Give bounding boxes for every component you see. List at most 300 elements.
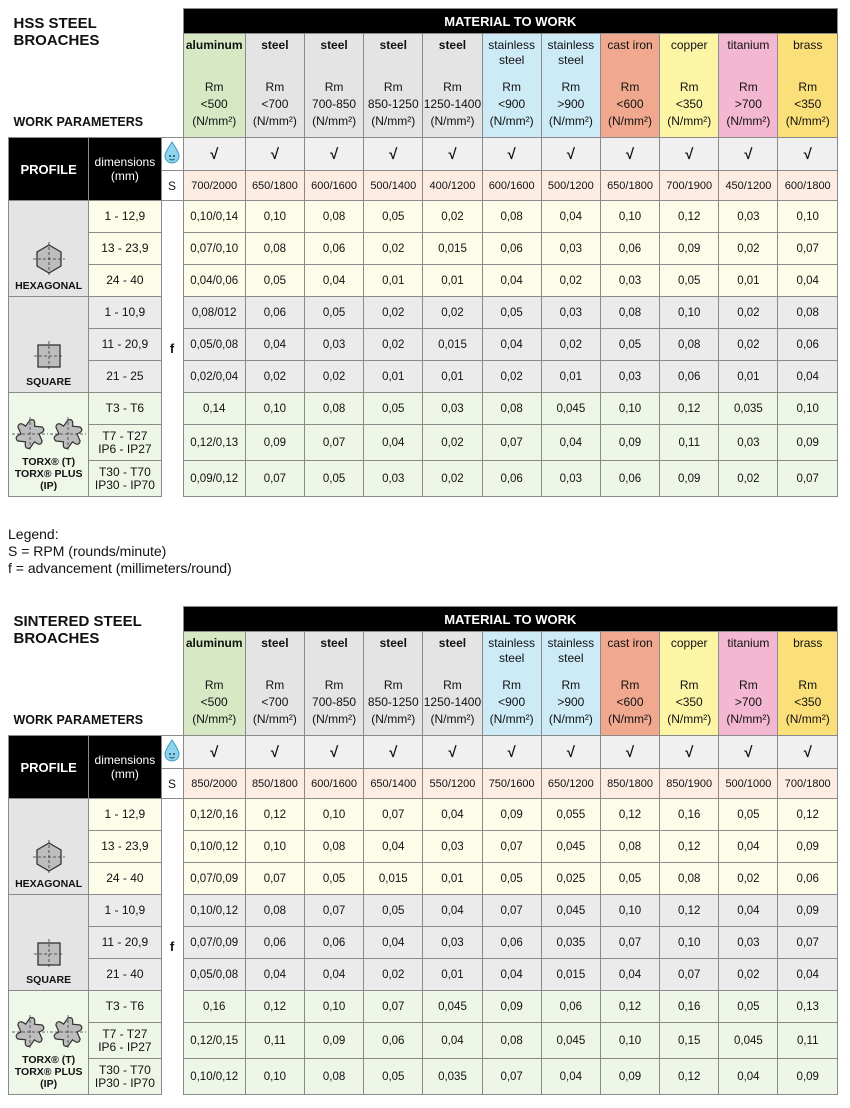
material-column-header (482, 632, 541, 736)
rm-value: <600 (616, 695, 644, 709)
rm-label: Rm (443, 678, 462, 692)
dimension-range (89, 799, 161, 831)
feed-value: 0,08 (245, 895, 304, 927)
feed-value: 0,04 (600, 959, 659, 991)
feed-value: 0,12 (660, 201, 719, 233)
feed-value: 0,03 (423, 831, 482, 863)
speed-value: 400/1200 (423, 171, 482, 201)
feed-value: 0,02 (719, 233, 778, 265)
material-column-header (245, 34, 304, 138)
f-label: f (161, 799, 183, 1095)
profile-square-label: SQUARE (26, 974, 72, 986)
feed-value: 0,04 (364, 927, 423, 959)
coolant-cell (161, 138, 183, 171)
feed-value: 0,06 (245, 297, 304, 329)
feed-value: 0,015 (541, 959, 600, 991)
feed-value: 0,08 (245, 233, 304, 265)
feed-value: 0,12 (660, 895, 719, 927)
dimension-range (89, 1059, 161, 1095)
coolant-check: √ (183, 138, 245, 171)
speed-value: 650/1400 (364, 769, 423, 799)
material-to-work-header: MATERIAL TO WORK (183, 607, 837, 632)
material-name: titanium (727, 636, 770, 650)
feed-value: 0,01 (423, 361, 482, 393)
feed-value: 0,10 (600, 895, 659, 927)
speed-value: 600/1600 (482, 171, 541, 201)
feed-value: 0,01 (364, 265, 423, 297)
speed-value: 600/1600 (304, 171, 363, 201)
speed-value: 500/1200 (541, 171, 600, 201)
speed-value: 700/2000 (183, 171, 245, 201)
material-name: aluminum (185, 38, 243, 52)
feed-value: 0,16 (660, 991, 719, 1023)
feed-value: 0,02 (719, 959, 778, 991)
rm-unit: (N/mm²) (726, 114, 771, 128)
feed-value: 0,04 (719, 1059, 778, 1095)
feed-value: 0,03 (719, 425, 778, 461)
table-title-line1: HSS STEEL (13, 14, 97, 32)
feed-value: 0,02 (364, 329, 423, 361)
feed-value: 0,04 (304, 959, 363, 991)
feed-value: 0,09 (778, 425, 838, 461)
feed-value: 0,015 (364, 863, 423, 895)
speed-value: 650/1800 (600, 171, 659, 201)
rm-unit: (N/mm²) (489, 114, 534, 128)
coolant-check: √ (719, 736, 778, 769)
dimensions-label: dimensions (94, 155, 156, 169)
dimensions-unit: (mm) (110, 169, 139, 183)
feed-value: 0,06 (304, 927, 363, 959)
rm-value: >900 (557, 97, 585, 111)
material-column-header (778, 632, 838, 736)
feed-value: 0,045 (719, 1023, 778, 1059)
feed-value: 0,08 (304, 201, 363, 233)
feed-value: 0,05/0,08 (183, 329, 245, 361)
feed-value: 0,16 (660, 799, 719, 831)
feed-value: 0,045 (541, 1023, 600, 1059)
feed-value: 0,01 (364, 361, 423, 393)
feed-value: 0,12 (245, 799, 304, 831)
speed-value: 500/1000 (719, 769, 778, 799)
rm-label: Rm (561, 678, 581, 692)
feed-value: 0,09 (245, 425, 304, 461)
hexagon-profile-icon (32, 840, 66, 874)
feed-value: 0,02 (719, 329, 778, 361)
feed-value: 0,07 (482, 1059, 541, 1095)
s-label: S (161, 769, 183, 799)
feed-value: 0,02 (541, 329, 600, 361)
rm-label: Rm (561, 80, 581, 94)
profile-square-label: SQUARE (26, 376, 72, 388)
feed-value: 0,14 (183, 393, 245, 425)
profile-torx-label-2: TORX® PLUS (IP) (14, 1066, 83, 1090)
profile-torx-label-1: TORX® (T) (22, 456, 76, 468)
material-column-header (423, 632, 482, 736)
feed-value: 0,15 (660, 1023, 719, 1059)
speed-value: 850/2000 (183, 769, 245, 799)
rm-label: Rm (620, 678, 640, 692)
profile-hexagonal-label: HEXAGONAL (15, 878, 83, 890)
feed-value: 0,05 (719, 799, 778, 831)
dimension-range (89, 297, 161, 329)
s-label: S (161, 171, 183, 201)
feed-value: 0,10 (660, 927, 719, 959)
rm-label: Rm (739, 80, 758, 94)
feed-value: 0,04 (245, 329, 304, 361)
dimension-text: 21 - 40 (106, 967, 144, 981)
feed-value: 0,08 (600, 297, 659, 329)
f-label: f (161, 201, 183, 497)
profile-square (9, 895, 89, 991)
feed-value: 0,07/0,09 (183, 863, 245, 895)
work-parameters-label: WORK PARAMETERS (13, 115, 144, 129)
material-column-header (660, 632, 719, 736)
rm-label: Rm (324, 678, 344, 692)
dimension-text: 11 - 20,9 (101, 337, 149, 351)
feed-value: 0,03 (719, 201, 778, 233)
coolant-check: √ (245, 138, 304, 171)
feed-value: 0,16 (183, 991, 245, 1023)
rm-value: <350 (675, 97, 703, 111)
feed-value: 0,10 (245, 1059, 304, 1095)
coolant-check: √ (364, 736, 423, 769)
feed-value: 0,03 (600, 265, 659, 297)
feed-value: 0,04 (423, 799, 482, 831)
coolant-check: √ (719, 138, 778, 171)
dimension-text: 1 - 12,9 (104, 807, 146, 821)
feed-value: 0,03 (719, 927, 778, 959)
rm-unit: (N/mm²) (371, 114, 416, 128)
profile-header: PROFILE (9, 138, 89, 201)
hss-steel-table (8, 8, 838, 497)
coolant-check: √ (541, 736, 600, 769)
feed-value: 0,05 (245, 265, 304, 297)
dimension-range (89, 201, 161, 233)
feed-value: 0,04 (778, 361, 838, 393)
material-column-header (482, 34, 541, 138)
feed-value: 0,04 (541, 425, 600, 461)
square-profile-icon (33, 938, 65, 970)
feed-value: 0,04 (245, 959, 304, 991)
speed-value: 600/1800 (778, 171, 838, 201)
feed-value: 0,03 (600, 361, 659, 393)
feed-value: 0,10/0,12 (183, 895, 245, 927)
feed-value: 0,08 (304, 831, 363, 863)
rm-unit: (N/mm²) (430, 114, 475, 128)
rm-unit: (N/mm²) (548, 712, 593, 726)
feed-value: 0,10 (245, 201, 304, 233)
dimension-text: T3 - T6 (105, 999, 145, 1013)
dimension-range (89, 863, 161, 895)
feed-value: 0,06 (778, 329, 838, 361)
feed-value: 0,05 (364, 201, 423, 233)
rm-unit: (N/mm²) (371, 712, 416, 726)
feed-value: 0,01 (719, 361, 778, 393)
feed-value: 0,05 (364, 895, 423, 927)
material-name: copper (670, 38, 708, 52)
rm-unit: (N/mm²) (192, 712, 237, 726)
feed-value: 0,13 (778, 991, 838, 1023)
feed-value: 0,04 (423, 895, 482, 927)
dimension-text: 11 - 20,9 (101, 935, 149, 949)
rm-unit: (N/mm²) (726, 712, 771, 726)
feed-value: 0,09/0,12 (183, 461, 245, 497)
dimension-range (89, 959, 161, 991)
dimension-text: IP30 - IP70 (94, 1075, 155, 1090)
rm-unit: (N/mm²) (548, 114, 593, 128)
coolant-check: √ (364, 138, 423, 171)
feed-value: 0,06 (245, 927, 304, 959)
coolant-cell (161, 736, 183, 769)
rm-value: <350 (675, 695, 703, 709)
rm-value: 850-1250 (367, 97, 419, 111)
feed-value: 0,11 (245, 1023, 304, 1059)
feed-value: 0,06 (304, 233, 363, 265)
rm-unit: (N/mm²) (608, 114, 652, 128)
material-name: steel (320, 38, 348, 52)
square-profile-icon (33, 340, 65, 372)
rm-label: Rm (620, 80, 640, 94)
material-column-header (183, 34, 245, 138)
speed-value: 500/1400 (364, 171, 423, 201)
feed-value: 0,06 (541, 991, 600, 1023)
dimension-range (89, 425, 161, 461)
material-name: steel (438, 636, 467, 650)
rm-value: 850-1250 (367, 695, 419, 709)
feed-value: 0,03 (423, 927, 482, 959)
coolant-check: √ (482, 736, 541, 769)
rm-label: Rm (324, 80, 344, 94)
feed-value: 0,01 (423, 959, 482, 991)
feed-value: 0,07 (245, 461, 304, 497)
rm-unit: (N/mm²) (312, 712, 357, 726)
speed-value: 700/1800 (778, 769, 838, 799)
feed-value: 0,12 (600, 991, 659, 1023)
feed-value: 0,02 (304, 361, 363, 393)
torx-profile-icon (12, 416, 86, 452)
feed-value: 0,06 (364, 1023, 423, 1059)
feed-value: 0,09 (778, 831, 838, 863)
work-parameters-label: WORK PARAMETERS (13, 713, 144, 727)
feed-value: 0,09 (482, 799, 541, 831)
feed-value: 0,025 (541, 863, 600, 895)
rm-label: Rm (502, 80, 521, 94)
material-column-header (541, 34, 600, 138)
dimension-range (89, 1023, 161, 1059)
dimension-range (89, 329, 161, 361)
profile-torx (9, 991, 89, 1095)
material-column-header (541, 632, 600, 736)
speed-value: 550/1200 (423, 769, 482, 799)
legend (8, 526, 232, 577)
feed-value: 0,03 (423, 393, 482, 425)
coolant-check: √ (423, 138, 482, 171)
dimension-text: 1 - 10,9 (104, 305, 146, 319)
feed-value: 0,03 (541, 297, 600, 329)
feed-value: 0,09 (482, 991, 541, 1023)
feed-value: 0,045 (541, 831, 600, 863)
feed-value: 0,07/0,10 (183, 233, 245, 265)
speed-value: 650/1200 (541, 769, 600, 799)
feed-value: 0,10 (600, 201, 659, 233)
feed-value: 0,12/0,13 (183, 425, 245, 461)
feed-value: 0,04 (719, 895, 778, 927)
feed-value: 0,07 (600, 927, 659, 959)
material-name: stainless steel (547, 636, 595, 665)
feed-value: 0,045 (423, 991, 482, 1023)
feed-value: 0,09 (660, 461, 719, 497)
feed-value: 0,07 (778, 927, 838, 959)
feed-value: 0,10 (600, 393, 659, 425)
feed-value: 0,12/0,15 (183, 1023, 245, 1059)
material-name: steel (261, 38, 289, 52)
table-title-line2: BROACHES (13, 31, 100, 49)
rm-value: 1250-1400 (423, 97, 482, 111)
rm-label: Rm (204, 678, 224, 692)
profile-torx (9, 393, 89, 497)
feed-value: 0,10 (304, 991, 363, 1023)
broach-parameter-table (8, 606, 838, 1095)
rm-value: 700-850 (312, 695, 357, 709)
feed-value: 0,06 (482, 461, 541, 497)
feed-value: 0,06 (778, 863, 838, 895)
feed-value: 0,015 (423, 329, 482, 361)
coolant-drop-icon (163, 141, 181, 165)
profile-hexagonal (9, 799, 89, 895)
material-column-header (719, 34, 778, 138)
rm-value: >700 (734, 695, 762, 709)
sintered-steel-table (8, 606, 838, 1095)
feed-value: 0,10/0,14 (183, 201, 245, 233)
feed-value: 0,015 (423, 233, 482, 265)
coolant-drop-icon (163, 739, 181, 763)
speed-value: 600/1600 (304, 769, 363, 799)
material-name: stainless steel (488, 38, 535, 67)
coolant-check: √ (600, 736, 659, 769)
coolant-check: √ (600, 138, 659, 171)
feed-value: 0,10/0,12 (183, 1059, 245, 1095)
rm-label: Rm (798, 678, 818, 692)
feed-value: 0,04 (482, 329, 541, 361)
feed-value: 0,06 (660, 361, 719, 393)
coolant-check: √ (660, 138, 719, 171)
feed-value: 0,10 (778, 201, 838, 233)
rm-unit: (N/mm²) (192, 114, 237, 128)
rm-unit: (N/mm²) (785, 114, 830, 128)
feed-value: 0,10 (660, 297, 719, 329)
feed-value: 0,05 (719, 991, 778, 1023)
rm-value: <600 (616, 97, 644, 111)
table-title-line2: BROACHES (13, 629, 100, 647)
dimension-text: 21 - 25 (106, 369, 144, 383)
feed-value: 0,01 (719, 265, 778, 297)
dimension-range (89, 831, 161, 863)
coolant-check: √ (660, 736, 719, 769)
coolant-check: √ (482, 138, 541, 171)
dimension-range (89, 393, 161, 425)
torx-profile-icon (12, 1014, 86, 1050)
material-name: brass (793, 38, 823, 52)
feed-value: 0,055 (541, 799, 600, 831)
rm-unit: (N/mm²) (785, 712, 830, 726)
dimension-text: T30 - T70 (98, 464, 151, 479)
feed-value: 0,01 (423, 265, 482, 297)
feed-value: 0,06 (482, 233, 541, 265)
feed-value: 0,07 (660, 959, 719, 991)
rm-value: <500 (200, 97, 228, 111)
profile-square (9, 297, 89, 393)
feed-value: 0,11 (660, 425, 719, 461)
dimension-text: 24 - 40 (106, 871, 144, 885)
profile-header: PROFILE (9, 736, 89, 799)
feed-value: 0,02 (482, 361, 541, 393)
feed-value: 0,05 (660, 265, 719, 297)
feed-value: 0,045 (541, 895, 600, 927)
feed-value: 0,04 (482, 959, 541, 991)
feed-value: 0,12 (660, 393, 719, 425)
rm-label: Rm (798, 80, 818, 94)
feed-value: 0,07 (482, 895, 541, 927)
material-name: steel (379, 636, 407, 650)
rm-label: Rm (383, 80, 403, 94)
feed-value: 0,10 (600, 1023, 659, 1059)
feed-value: 0,10 (245, 393, 304, 425)
feed-value: 0,07 (304, 425, 363, 461)
feed-value: 0,12 (245, 991, 304, 1023)
rm-value: <500 (200, 695, 228, 709)
rm-label: Rm (383, 678, 403, 692)
feed-value: 0,06 (600, 233, 659, 265)
material-column-header (364, 632, 423, 736)
dimension-text: T30 - T70 (98, 1062, 151, 1077)
coolant-check: √ (423, 736, 482, 769)
rm-unit: (N/mm²) (252, 114, 297, 128)
feed-value: 0,04 (304, 265, 363, 297)
feed-value: 0,10 (778, 393, 838, 425)
feed-value: 0,08 (304, 1059, 363, 1095)
feed-value: 0,07/0,09 (183, 927, 245, 959)
feed-value: 0,10 (304, 799, 363, 831)
feed-value: 0,03 (364, 461, 423, 497)
dimension-text: T3 - T6 (105, 401, 145, 415)
speed-value: 850/1800 (600, 769, 659, 799)
table-title (14, 613, 174, 647)
rm-unit: (N/mm²) (667, 114, 712, 128)
legend-f-text: = advancement (millimeters/round) (11, 560, 232, 576)
dimension-range (89, 895, 161, 927)
material-name: cast iron (607, 38, 653, 52)
feed-value: 0,01 (541, 361, 600, 393)
legend-f (8, 560, 232, 577)
speed-value: 850/1800 (245, 769, 304, 799)
feed-value: 0,08 (778, 297, 838, 329)
feed-value: 0,035 (719, 393, 778, 425)
feed-value: 0,06 (482, 927, 541, 959)
rm-value: <700 (261, 97, 289, 111)
coolant-check: √ (183, 736, 245, 769)
rm-value: <700 (261, 695, 289, 709)
dimension-range (89, 927, 161, 959)
feed-value: 0,04 (364, 425, 423, 461)
coolant-check: √ (541, 138, 600, 171)
hexagon-profile-icon (32, 242, 66, 276)
dimension-text: T7 - T27 (102, 1026, 148, 1041)
feed-value: 0,07 (364, 991, 423, 1023)
feed-value: 0,06 (600, 461, 659, 497)
material-column-header (778, 34, 838, 138)
speed-value: 700/1900 (660, 171, 719, 201)
material-name: steel (261, 636, 289, 650)
